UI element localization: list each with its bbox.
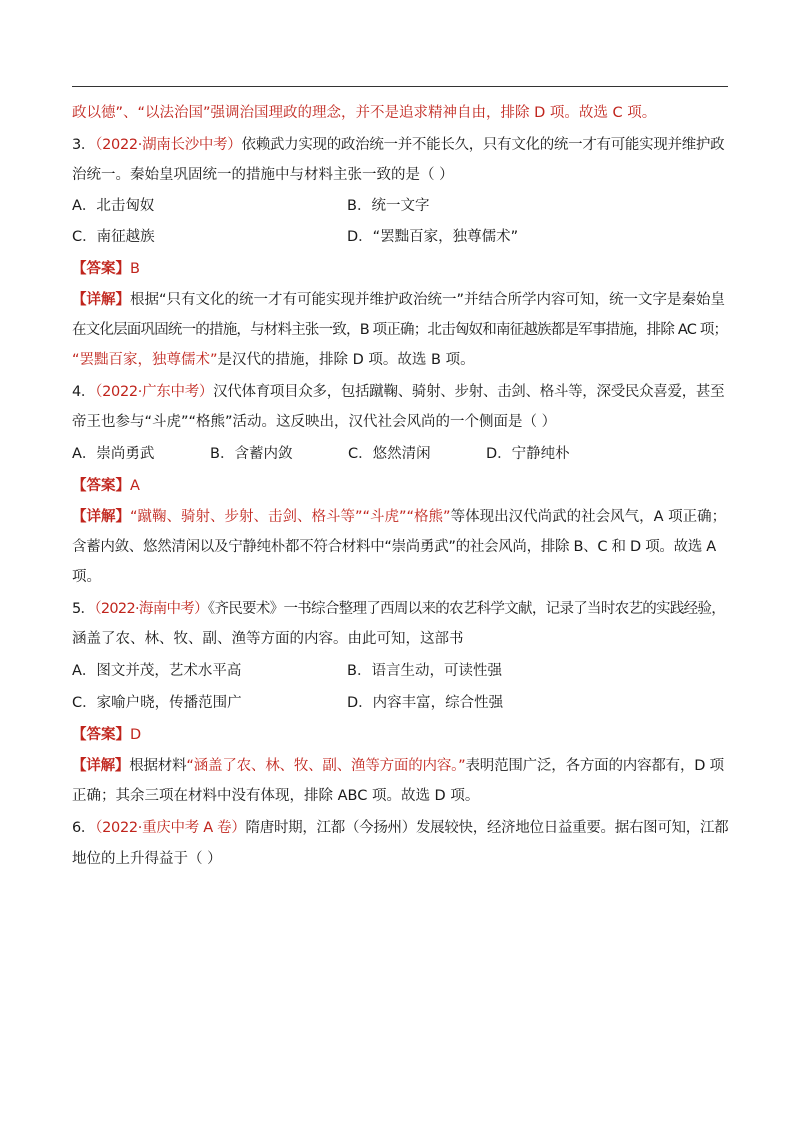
q5-option-a: A．图文并茂，艺术水平高 [72, 663, 242, 679]
q5-option-d: D．内容丰富，综合性强 [347, 695, 504, 711]
answer-value: B [130, 261, 140, 277]
q5-option-b: B．语言生动，可读性强 [347, 663, 502, 679]
q3-option-a: A．北击匈奴 [72, 198, 155, 214]
q4-option-b: B．含蓄内敛 [210, 446, 293, 462]
question-source: （2022·海南中考） [94, 601, 208, 617]
q5-detail-line1: 【详解】根据材料“涵盖了农、林、牧、副、渔等方面的内容。”表明范围广泛，各方面的内容都有，D 项 [72, 758, 724, 774]
q3-option-b: B．统一文字 [347, 198, 430, 214]
q4-option-d: D．宁静纯朴 [486, 446, 570, 462]
detail-label: 【详解】 [72, 758, 130, 774]
question-number: 3． [72, 137, 96, 153]
q3-answer [72, 259, 140, 279]
detail-label: 【详解】 [72, 292, 130, 308]
previous-detail-tail: 政以德”、“以法治国”强调治国理政的理念，并不是追求精神自由，排除 D 项。故选 C 项。 [72, 105, 657, 121]
q5-answer [72, 725, 141, 745]
q3-option-d: D．“罢黜百家，独尊儒术” [347, 229, 519, 245]
detail-label: 【详解】 [72, 509, 130, 525]
q4-option-c: C．悠然清闲 [348, 446, 431, 462]
q4-detail-line3: 项。 [72, 569, 101, 585]
question-6-stem: 6．（2022·重庆中考 A 卷）隋唐时期，江都（今扬州）发展较快，经济地位日益重要。据右图可知，江都 [72, 820, 729, 836]
question-3-stem: 3．（2022·湖南长沙中考）依赖武力实现的政治统一并不能长久，只有文化的统一才有可能实现并维护政 [72, 137, 725, 153]
question-number: 5． [72, 601, 95, 617]
answer-label: 【答案】 [72, 261, 130, 277]
q4-detail-line1: 【详解】“蹴鞠、骑射、步射、击剑、格斗等”“斗虎”“格熊”等体现出汉代尚武的社会风气，A 项正确； [72, 509, 727, 525]
question-source: （2022·重庆中考 A 卷） [95, 820, 246, 836]
question-number: 4． [72, 384, 96, 400]
q3-detail-line2: 在文化层面巩固统一的措施，与材料主张一致，B 项正确；北击匈奴和南征越族都是军事措施，排除 AC 项； [72, 322, 728, 338]
answer-label: 【答案】 [72, 478, 130, 494]
header-rule [72, 86, 728, 87]
question-6-stem-line2: 地位的上升得益于（ ） [72, 851, 222, 867]
question-5-stem: 5．（2022·海南中考）《齐民要术》一书综合整理了西周以来的农艺科学文献，记录了当时农艺的实践经验， [72, 601, 726, 617]
question-4-stem: 4．（2022·广东中考）汉代体育项目众多，包括蹴鞠、骑射、步射、击剑、格斗等，深受民众喜爱，甚至 [72, 384, 725, 400]
q5-option-c: C．家喻户晓，传播范围广 [72, 695, 242, 711]
q5-detail-line2: 正确；其余三项在材料中没有体现，排除 ABC 项。故选 D 项。 [72, 788, 480, 804]
q4-answer [72, 476, 140, 496]
question-5-stem-line2: 涵盖了农、林、牧、副、渔等方面的内容。由此可知，这部书 [72, 631, 464, 647]
answer-value: D [130, 727, 142, 743]
q4-option-a: A．崇尚勇武 [72, 446, 155, 462]
question-source: （2022·广东中考） [95, 384, 214, 400]
answer-label: 【答案】 [72, 727, 130, 743]
question-3-stem-line2: 治统一。秦始皇巩固统一的措施中与材料主张一致的是（ ） [72, 167, 454, 183]
q3-detail-line3: “罢黜百家，独尊儒术”是汉代的措施，排除 D 项。故选 B 项。 [72, 352, 475, 368]
question-number: 6． [72, 820, 96, 836]
q3-option-c: C．南征越族 [72, 229, 155, 245]
q3-detail-line1: 【详解】根据“只有文化的统一才有可能实现并维护政治统一”并结合所学内容可知，统一文字是秦始皇 [72, 292, 726, 308]
question-4-stem-line2: 帝王也参与“斗虎”“格熊”活动。这反映出，汉代社会风尚的一个侧面是（ ） [72, 414, 557, 430]
answer-value: A [130, 478, 140, 494]
q4-detail-line2: 含蓄内敛、悠然清闲以及宁静纯朴都不符合材料中“崇尚勇武”的社会风尚，排除 B、C 和 D 项。故选 A [72, 539, 716, 555]
question-source: （2022·湖南长沙中考） [95, 137, 242, 153]
